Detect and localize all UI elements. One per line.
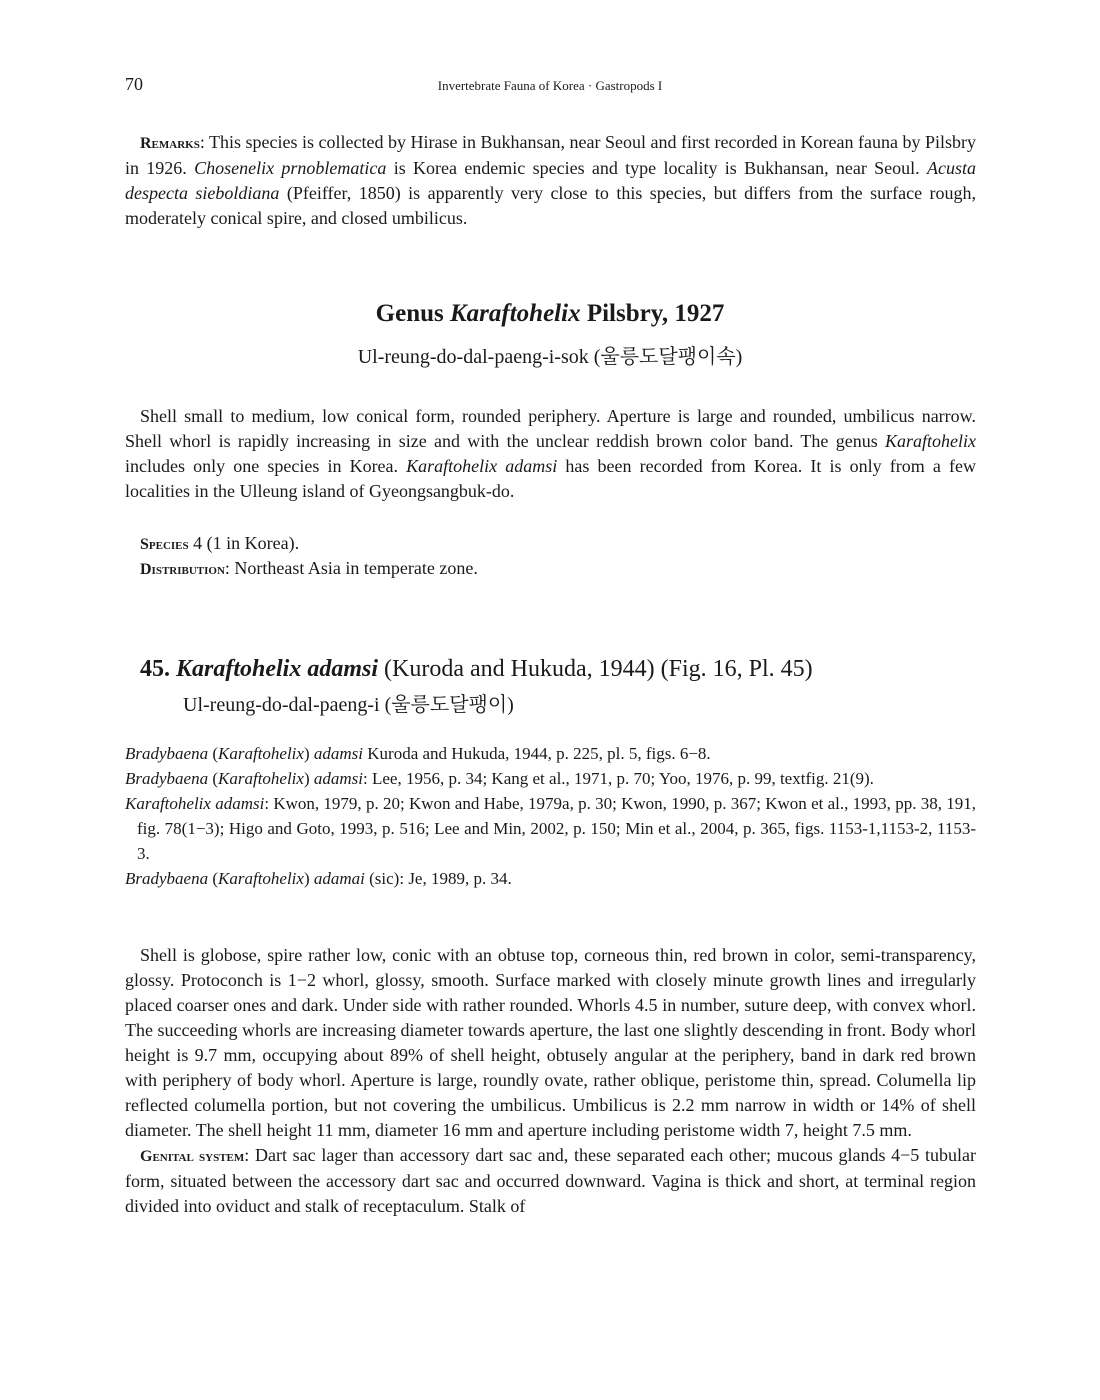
species-description: Shell is globose, spire rather low, conic with an obtuse top, corneous thin, red brown in color, semi-transparency, glossy. Protoconch is 1−2 whorl, glossy, smooth. Surface marked with closely minute growth lines and irregularly placed coarser ones and dark. Under side with rather rounded. Whorls 4.5 in number, suture deep, with convex whorl. The succeeding whorls are increasing diameter towards aperture, the last one slightly descending in front. Body whorl height is 9.7 mm, occupying about 89% of shell height, obtusely angular at the periphery, band in dark red brown with periphery of body whorl. Aperture is large, roundly ovate, rather oblique, peristome thin, spread. Columella lip reflected columella portion, but not covering the umbilicus. Umbilicus is 2.2 mm narrow in width or 14% of shell diameter. The shell height 11 mm, diameter 16 mm and aperture including peristome width 7, height 7.5 mm. (125, 945, 976, 1140)
species-korean-name: Ul-reung-do-dal-paeng-i (울릉도달팽이) (183, 694, 514, 716)
species-heading (140, 656, 813, 683)
taxon-name: Karaftohelix adamsi (125, 794, 265, 813)
citation: : Kwon, 1979, p. 20; Kwon and Habe, 1979a, p. 30; Kwon, 1990, p. 367; Kwon et al., 1993, pp. 38, 191, fig. 78(1−3); Higo and Goto, 1993, p. 516; Lee and Min, 2002, p. 150; Min et al., 2004, p. 365, figs. 1153-1,1153-2, 1153-3. (137, 794, 976, 863)
remarks-label: Remarks (140, 135, 200, 152)
subgenus-name: Karaftohelix (218, 744, 304, 763)
genus-korean-name: Ul-reung-do-dal-paeng-i-sok (울릉도달팽이속) (357, 346, 743, 368)
genus-desc-text: includes only one species in Korea. (125, 456, 407, 476)
synonym-text: ( (208, 744, 219, 763)
taxon-name: Chosenelix prnoblematica (194, 158, 387, 178)
species-number: 45. (140, 656, 170, 682)
genus-heading (0, 300, 1100, 328)
distribution-label: Distribution (140, 561, 225, 578)
genus-author: Pilsbry, 1927 (580, 300, 725, 327)
synonym-entry (125, 741, 976, 766)
distribution-line (140, 556, 478, 582)
genus-name: Bradybaena (125, 869, 209, 888)
taxon-name: Acusta despecta sieboldiana (125, 158, 976, 203)
citation: Kuroda and Hukuda, 1944, p. 225, pl. 5, figs. 6−8. (363, 744, 711, 763)
synonym-text: ( (208, 869, 219, 888)
epithet: adamsi (313, 769, 364, 788)
synonym-text: ) (303, 744, 314, 763)
synonym-entry (125, 866, 976, 891)
distribution-value: : Northeast Asia in temperate zone. (224, 558, 478, 578)
species-name: Karaftohelix adamsi (176, 656, 379, 682)
epithet: adamai (313, 869, 365, 888)
genus-description (125, 404, 976, 504)
species-description-block (125, 943, 976, 1219)
species-value: 4 (1 in Korea). (188, 533, 300, 553)
genus-prefix: Genus (375, 300, 450, 327)
genital-text: : Dart sac lager than accessory dart sac and, these separated each other; mucous glands 4−5 tubular form, situated between the accessory dart sac and occurred downward. Vagina is thick and short, at terminal region divided into oviduct and stalk of receptaculum. Stalk of (125, 1145, 977, 1216)
remarks-text: (Pfeiffer, 1850) is apparently very close to this species, but differs from the surface rough, moderately conical spire, and closed umbilicus. (125, 183, 976, 228)
running-title: Invertebrate Fauna of Korea · Gastropods I (437, 78, 663, 93)
genus-name: Bradybaena (125, 769, 209, 788)
synonym-entry (125, 791, 976, 866)
species-author: (Kuroda and Hukuda, 1944) (Fig. 16, Pl. 45) (378, 656, 813, 682)
taxon-name: Karaftohelix (885, 431, 976, 451)
remarks-text: : This species is collected by Hirase in Bukhansan, near Seoul and first recorded in Korean fauna by Pilsbry in 1926. (125, 132, 976, 178)
genus-name: Bradybaena (125, 744, 209, 763)
synonym-text: ) (303, 869, 314, 888)
species-label: Species (140, 536, 189, 553)
subgenus-name: Karaftohelix (218, 769, 304, 788)
synonymy-list (125, 741, 976, 891)
genital-system-paragraph (125, 1143, 976, 1219)
genital-label: Genital system (140, 1148, 245, 1165)
remarks-paragraph (125, 130, 976, 231)
synonym-text: ( (208, 769, 219, 788)
citation: : Lee, 1956, p. 34; Kang et al., 1971, p. 70; Yoo, 1976, p. 99, textfig. 21(9). (363, 769, 874, 788)
taxon-name: Karaftohelix adamsi (406, 456, 558, 476)
subgenus-name: Karaftohelix (218, 869, 304, 888)
genus-desc-text: Shell small to medium, low conical form, rounded periphery. Aperture is large and rounded, umbilicus narrow. Shell whorl is rapidly increasing in size and with the unclear reddish brown color band. The genus (125, 406, 976, 451)
citation: (sic): Je, 1989, p. 34. (364, 869, 512, 888)
remarks-text: is Korea endemic species and type locality is Bukhansan, near Seoul. (386, 158, 927, 178)
page-number: 70 (125, 74, 143, 94)
genus-desc-text: has been recorded from Korea. It is only from a few localities in the Ulleung island of Gyeongsangbuk-do. (125, 456, 976, 501)
species-count-line (140, 531, 299, 557)
genus-name: Karaftohelix (450, 300, 581, 327)
synonym-text: ) (303, 769, 314, 788)
synonym-entry (125, 766, 976, 791)
epithet: adamsi (313, 744, 364, 763)
